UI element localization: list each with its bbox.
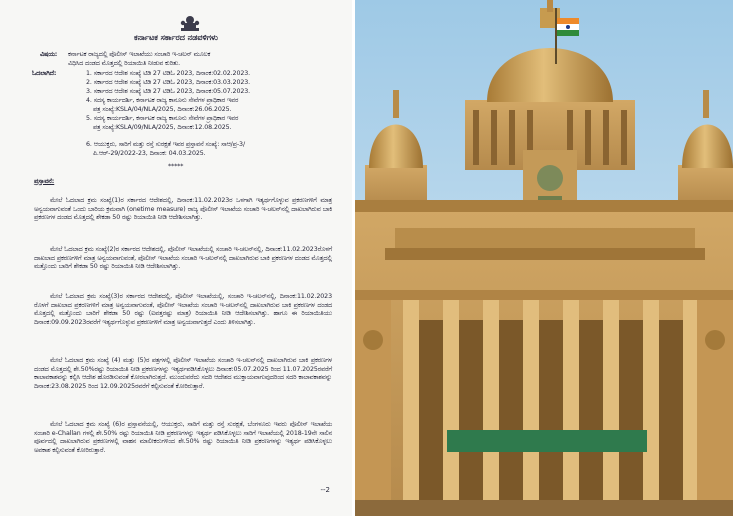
subject-label: ವಿಷಯ:: [40, 51, 58, 58]
reference-item: 6. ಆಯುಕ್ತರು, ಸಾರಿಗೆ ಮತ್ತು ರಸ್ತೆ ಸುರಕ್ಷತೆ ಇವರ ಪ್ರಸ್ತಾವನೆ ಸಂಖ್ಯೆ: ಸಾಆ/ಪ್ರ-3/: [86, 141, 245, 148]
paragraph-4: ಮೇಲೆ ಓದಲಾದ ಕ್ರಮ ಸಂಖ್ಯೆ (4) ಮತ್ತು (5)ರ ಪತ್ರಗಳಲ್ಲಿ ಪೊಲೀಸ್ ಇಲಾಖೆಯ ಸಂಚಾರಿ ಇ-ಚಲನ್‌ನಲ್ಲಿ ದಾಖಲಾಗಿರುವ ಬಾಕಿ ಪ್ರಕರಣಗಳ ದಂಡದ ಮೊತ್ತದಲ್ಲಿ ಶೇ.50%ರಷ್ಟು ರಿಯಾಯಿತಿ ನೀಡಿ ಪ್ರಕರಣಗಳನ್ನು ಇತ್ಯರ್ಥಪಡಿಸಿಕೊಳ್ಳಲು ದಿನಾಂಕ:05.07.2025 ರಿಂದ 11.07.2025ರವರೆಗೆ ಕಾಲಾವಕಾಶವನ್ನು ಕಲ್ಪಿಸಿ ಆದೇಶ ಹೊರಡಿಸುವಂತೆ ಕೋರಲಾಗಿರುತ್ತದೆ. ಮುಂದುವರೆದು ಸದರಿ ಆದೇಶದ ಮುಕ್ತಾಯವಾಗುವುದರಿಂದ ಸದರಿ ಕಾಲಾವಕಾಶವನ್ನು ದಿನಾಂಕ:23.08.2025 ರಿಂದ 12.09.2025ರವರೆಗೆ ಕಲ್ಪಿಸುವಂತೆ ಕೋರಿರುತ್ತಾರೆ.: [34, 357, 332, 390]
preamble-label: ಪ್ರಸ್ತಾವನೆ:: [34, 178, 55, 185]
reference-item: 4. ಸದಸ್ಯ ಕಾರ್ಯದರ್ಶಿ, ಕರ್ನಾಟಕ ರಾಜ್ಯ ಕಾನೂನು ಸೇವೆಗಳ ಪ್ರಾಧಿಕಾರ ಇವರ: [86, 97, 239, 104]
reference-item: 1. ಸರ್ಕಾರದ ಆದೇಶ ಸಂಖ್ಯೆ ಟಿಡಿ 27 ಟಿಡಿಓ 2023, ದಿನಾಂಕ:02.02.2023.: [86, 70, 251, 77]
paragraph-1: ಮೇಲೆ ಓದಲಾದ ಕ್ರಮ ಸಂಖ್ಯೆ(1)ರ ಸರ್ಕಾರದ ಆದೇಶದಲ್ಲಿ, ದಿನಾಂಕ:11.02.2023ರ ಒಳಗಾಗಿ ಇತ್ಯರ್ಥಗೊಳ್ಳುವ ಪ್ರಕರಣಗಳಿಗೆ ಮಾತ್ರ ಅನ್ವಯವಾಗುವಂತೆ ಒಂದು ಬಾರಿಯ ಕ್ರಮವಾಗಿ (onetime measure) ರಾಜ್ಯ ಪೊಲೀಸ್ ಇಲಾಖೆಯ ಸಂಚಾರಿ ಇ-ಚಲನ್‌ನಲ್ಲಿ ದಾಖಲಾಗಿರುವ ಬಾಕಿ ಪ್ರಕರಣಗಳ ದಂಡದ ಮೊತ್ತದಲ್ಲಿ ಶೇಕಡಾ 50 ರಷ್ಟು ರಿಯಾಯಿತಿ ನೀಡಿ ಆದೇಶಿಸಲಾಗಿತ್ತು.: [34, 197, 332, 222]
separator: *****: [168, 163, 184, 170]
building-photo: [355, 0, 733, 516]
document-header: ಕರ್ನಾಟಕ ಸರ್ಕಾರದ ನಡವಳಿಗಳು: [134, 33, 218, 42]
subject-line-2: ವಿಧಿಸಿದ ದಂಡದ ಮೊತ್ತದಲ್ಲಿ ರಿಯಾಯಿತಿ ನೀಡುವ ಕುರಿತು.: [68, 60, 181, 67]
reference-item: ಪತ್ರ ಸಂಖ್ಯೆ:KSLA/04/NLA/2025, ದಿನಾಂಕ:26.06.2025.: [93, 106, 232, 113]
reference-label: ಓದಲಾಗಿದೆ:: [32, 70, 57, 77]
subject-line-1: ಕರ್ನಾಟಕ ರಾಜ್ಯದಲ್ಲಿ ಪೊಲೀಸ್ ಇಲಾಖೆಯು ಸಂಚಾರಿ ಇ-ಚಲನ್ ಮೂಲಕ: [68, 51, 211, 58]
reference-item: 2. ಸರ್ಕಾರದ ಆದೇಶ ಸಂಖ್ಯೆ ಟಿಡಿ 27 ಟಿಡಿಓ 2023, ದಿನಾಂಕ:03.03.2023.: [86, 79, 251, 86]
paragraph-2: ಮೇಲೆ ಓದಲಾದ ಕ್ರಮ ಸಂಖ್ಯೆ(2)ರ ಸರ್ಕಾರದ ಆದೇಶದಲ್ಲಿ, ಪೊಲೀಸ್ ಇಲಾಖೆಯಲ್ಲಿ ಸಂಚಾರಿ ಇ-ಚಲನ್‌ನಲ್ಲಿ, ದಿನಾಂಕ:11.02.2023ರೊಳಗೆ ದಾಖಲಾದ ಪ್ರಕರಣಗಳಿಗೆ ಮಾತ್ರ ಅನ್ವಯವಾಗುವಂತೆ, ಪೊಲೀಸ್ ಇಲಾಖೆಯ ಸಂಚಾರಿ ಇ-ಚಲನ್‌ನಲ್ಲಿ ದಾಖಲಾಗಿರುವ ಬಾಕಿ ಪ್ರಕರಣಗಳ ದಂಡದ ಮೊತ್ತದಲ್ಲಿ ಮತ್ತೊಂದು ಬಾರಿಗೆ ಶೇಕಡಾ 50 ರಷ್ಟು ರಿಯಾಯಿತಿ ನೀಡಿ ಆದೇಶಿಸಲಾಗಿತ್ತು.: [34, 246, 332, 271]
vidhana-soudha-building-icon: [355, 0, 733, 516]
state-emblem-icon: [178, 14, 202, 32]
paragraph-5: ಮೇಲೆ ಓದಲಾದ ಕ್ರಮ ಸಂಖ್ಯೆ (6)ರ ಪ್ರಸ್ತಾವನೆಯಲ್ಲಿ, ಆಯುಕ್ತರು, ಸಾರಿಗೆ ಮತ್ತು ರಸ್ತೆ ಸುರಕ್ಷತೆ, ಬೆಂಗಳೂರು ಇವರು ಪೊಲೀಸ್ ಇಲಾಖೆಯ ಸಂಚಾರಿ e-Challan ಗಳಲ್ಲಿ ಶೇ.50% ರಷ್ಟು ರಿಯಾಯಿತಿ ನೀಡಿ ಪ್ರಕರಣಗಳನ್ನು ಇತ್ಯರ್ಥ ಪಡಿಸಿಕೊಳ್ಳಲು ಸಾರಿಗೆ ಇಲಾಖೆಯಲ್ಲಿ 2018-19ನೇ ಸಾಲಿನ ಪೂರ್ವದಲ್ಲಿ ದಾಖಲಾಗಿರುವ ಪ್ರಕರಣಗಳಲ್ಲಿ ವಾಹನ ಮಾಲೀಕರುಗಳಿಂದ ಶೇ.50% ರಷ್ಟು ರಿಯಾಯಿತಿ ನೀಡಿ ಪ್ರಕರಣಗಳನ್ನು ಇತ್ಯರ್ಥ ಪಡಿಸಿಕೊಳ್ಳಲು ಅವಕಾಶ ಕಲ್ಪಿಸುವಂತೆ ಕೋರಿರುತ್ತಾರೆ.: [34, 421, 332, 454]
reference-item: ಪತ್ರ ಸಂಖ್ಯೆ:KSLA/09/NLA/2025, ದಿನಾಂಕ:12.08.2025.: [93, 124, 232, 131]
page-number: --2: [320, 486, 330, 494]
reference-item: 5. ಸದಸ್ಯ ಕಾರ್ಯದರ್ಶಿ, ಕರ್ನಾಟಕ ರಾಜ್ಯ ಕಾನೂನು ಸೇವೆಗಳ ಪ್ರಾಧಿಕಾರ ಇವರ: [86, 115, 239, 122]
government-order-document: [0, 0, 352, 516]
paragraph-3: ಮೇಲೆ ಓದಲಾದ ಕ್ರಮ ಸಂಖ್ಯೆ(3)ರ ಸರ್ಕಾರದ ಆದೇಶದಲ್ಲಿ, ಪೊಲೀಸ್ ಇಲಾಖೆಯಲ್ಲಿ, ಸಂಚಾರಿ ಇ-ಚಲನ್‌ನಲ್ಲಿ, ದಿನಾಂಕ:11.02.2023 ರೊಳಗೆ ದಾಖಲಾದ ಪ್ರಕರಣಗಳಿಗೆ ಮಾತ್ರ ಅನ್ವಯವಾಗುವಂತೆ, ಪೊಲೀಸ್ ಇಲಾಖೆಯ ಸಂಚಾರಿ ಇ-ಚಲನ್‌ನಲ್ಲಿ ದಾಖಲಾಗಿರುವ ಬಾಕಿ ಪ್ರಕರಣಗಳ ದಂಡದ ಮೊತ್ತದಲ್ಲಿ ಮತ್ತೊಂದು ಬಾರಿಗೆ ಶೇಕಡಾ 50 ರಷ್ಟು (ಐವತ್ತರಷ್ಟು ಮಾತ್ರ) ರಿಯಾಯಿತಿ ನೀಡಿ ಆದೇಶಿಸಲಾಗಿತ್ತು. ಹಾಗೂ ಈ ರಿಯಾಯಿತಿಯು ದಿನಾಂಕ:09.09.2023ರವರೆಗೆ ಇತ್ಯರ್ಥಗೊಳ್ಳುವ ಪ್ರಕರಣಗಳಿಗೆ ಮಾತ್ರ ಅನ್ವಯವಾಗುತ್ತದೆ ಎಂದು ತಿಳಿಸಲಾಗಿತ್ತು.: [34, 293, 332, 326]
reference-item: 3. ಸರ್ಕಾರದ ಆದೇಶ ಸಂಖ್ಯೆ ಟಿಡಿ 27 ಟಿಡಿಓ 2023, ದಿನಾಂಕ:05.07.2023.: [86, 88, 251, 95]
reference-item: ಪಿ.ಆರ್-29/2022-23, ದಿನಾಂಕ: 04.03.2025.: [93, 150, 206, 157]
